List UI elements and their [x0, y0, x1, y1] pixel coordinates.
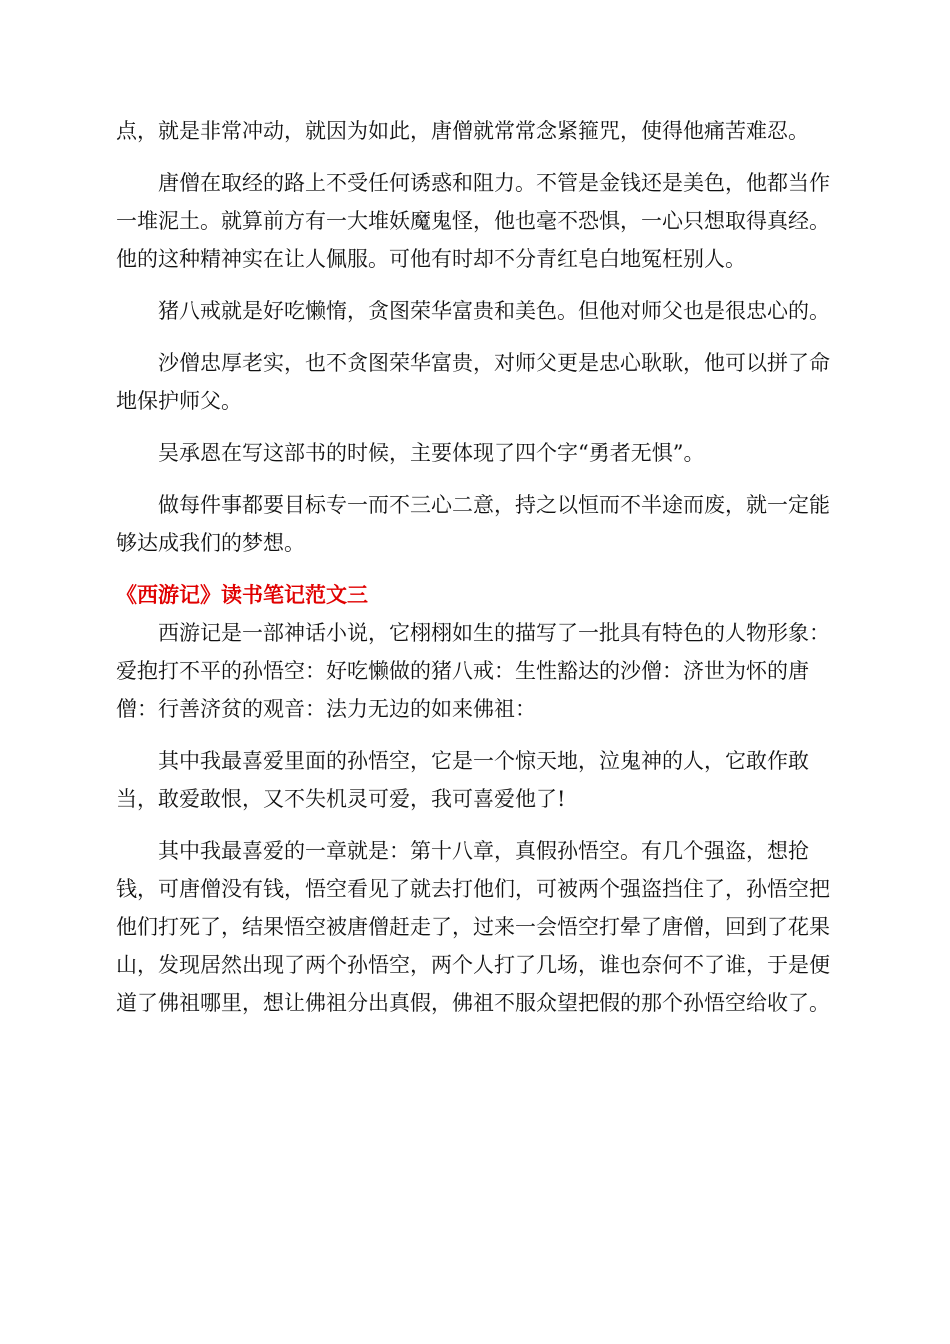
document-body [116, 112, 836, 1022]
paragraph-favorite-chapter: 其中我最喜爱的一章就是：第十八章，真假孙悟空。有几个强盗，想抢钱，可唐僧没有钱，悟空看见了就去打他们，可被两个强盗挡住了，孙悟空把他们打死了，结果悟空被唐僧赶走了，过来一会悟空打晕了唐僧，回到了花果山，发现居然出现了两个孙悟空，两个人打了几场，谁也奈何不了谁，于是便道了佛祖哪里，想让佛祖分出真假，佛祖不服众望把假的那个孙悟空给收了。 [116, 839, 830, 1015]
paragraph-conclusion: 做每件事都要目标专一而不三心二意，持之以恒而不半途而废，就一定能够达成我们的梦想。 [116, 493, 830, 555]
paragraph-wu-chengen: 吴承恩在写这部书的时候，主要体现了四个字“勇者无惧”。 [158, 441, 705, 465]
paragraph-tang-seng: 唐僧在取经的路上不受任何诱惑和阻力。不管是金钱还是美色，他都当作一堆泥土。就算前方有一大堆妖魔鬼怪，他也毫不恐惧，一心只想取得真经。他的这种精神实在让人佩服。可他有时却不分青红皂白地冤枉别人。 [116, 171, 830, 271]
paragraph-zhu-bajie: 猪八戒就是好吃懒惰，贪图荣华富贵和美色。但他对师父也是很忠心的。 [158, 299, 830, 323]
paragraph-continued: 点，就是非常冲动，就因为如此，唐僧就常常念紧箍咒，使得他痛苦难忍。 [116, 119, 809, 143]
paragraph-sha-seng: 沙僧忠厚老实，也不贪图荣华富贵，对师父更是忠心耿耿，他可以拼了命地保护师父。 [116, 351, 830, 413]
section-heading: 《西游记》读书笔记范文三 [116, 583, 368, 607]
paragraph-intro: 西游记是一部神话小说，它栩栩如生的描写了一批具有特色的人物形象：爱抱打不平的孙悟空：好吃懒做的猪八戒：生性豁达的沙僧：济世为怀的唐僧：行善济贫的观音：法力无边的如来佛祖： [116, 621, 830, 721]
paragraph-favorite-character: 其中我最喜爱里面的孙悟空，它是一个惊天地，泣鬼神的人，它敢作敢当，敢爱敢恨，又不失机灵可爱，我可喜爱他了! [116, 749, 809, 811]
